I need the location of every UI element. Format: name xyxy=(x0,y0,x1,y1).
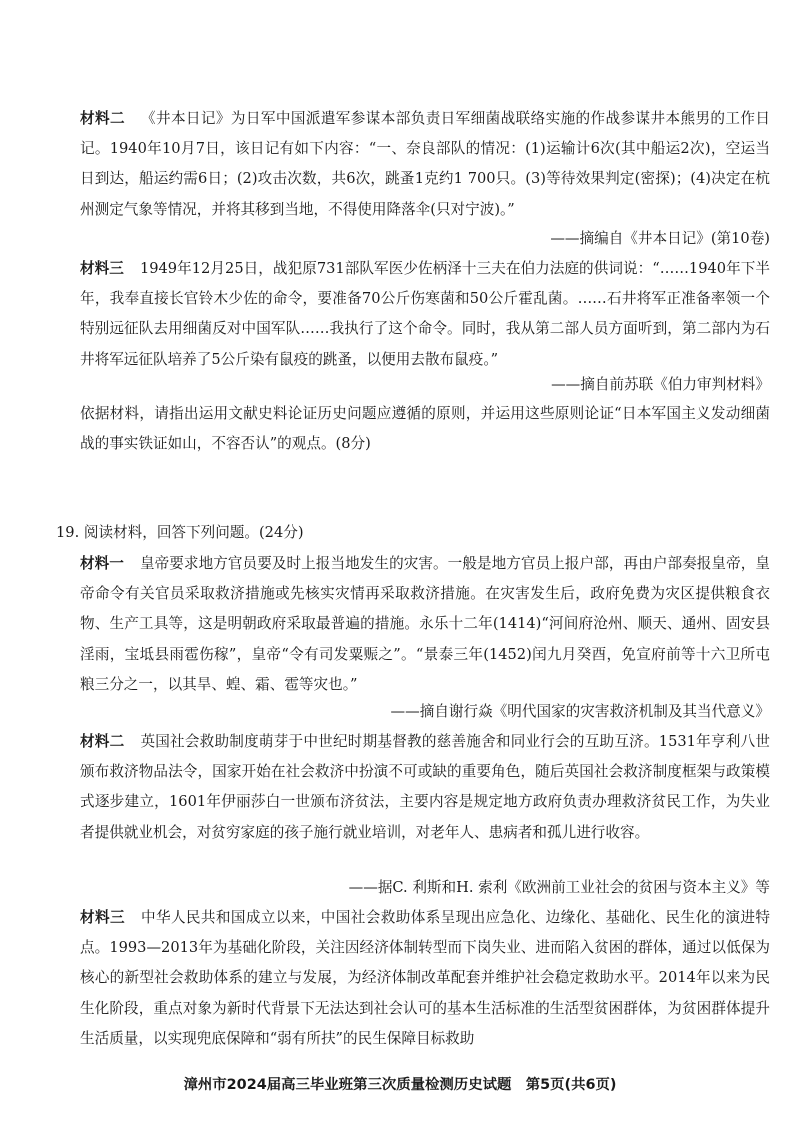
material-3-bottom xyxy=(80,903,770,1054)
material-label: 材料三 xyxy=(80,260,124,277)
material-text: 英国社会救助制度萌芽于中世纪时期基督教的慈善施舍和同业行会的互助互济。1531年亨利八世颁布救济物品法令，国家开始在社会救济中扮演不可或缺的重要角色，随后英国社会救济制度框架与政策模式逐步建立，1601年伊丽莎白一世颁布济贫法，主要内容是规定地方政府负责办理救济贫民工作，为失业者提供就业机会，对贫穷家庭的孩子施行就业培训，对老年人、患病者和孤儿进行收容。 xyxy=(80,733,770,841)
material-source: ——摘自前苏联《伯力审判材料》 xyxy=(551,376,770,393)
material-1 xyxy=(80,549,770,700)
material-source: ——摘自谢行焱《明代国家的灾害救济机制及其当代意义》 xyxy=(390,703,770,720)
material-label: 材料三 xyxy=(80,909,125,926)
material-2-top xyxy=(80,104,770,225)
material-source: ——摘编自《井本日记》(第10卷) xyxy=(550,230,770,247)
question-title: 阅读材料，回答下列问题。(24分) xyxy=(83,524,304,541)
page-footer: 漳州市2024届高三毕业班第三次质量检测历史试题 第5页(共6页) xyxy=(183,1077,617,1093)
material-label: 材料二 xyxy=(80,733,125,750)
material-2-bottom xyxy=(80,727,770,848)
material-text: 中华人民共和国成立以来，中国社会救助体系呈现出应急化、边缘化、基础化、民生化的演进特点。1993—2013年为基础化阶段，关注因经济体制转型而下岗失业、进而陷入贫困的群体，通过以低保为核心的新型社会救助体系的建立与发展，为经济体制改革配套并维护社会稳定救助水平。2014年以来为民生化阶段，重点对象为新时代背景下无法达到社会认可的基本生活标准的生活型贫困群体，为贫困群体提升生活质量，以实现兜底保障和“弱有所扶”的民生保障目标救助 xyxy=(80,909,770,1047)
question-18-prompt: 依据材料，请指出运用文献史料论证历史问题应遵循的原则，并运用这些原则论证“日本军国主义发动细菌战的事实铁证如山，不容否认”的观点。(8分) xyxy=(80,405,770,453)
material-text: 《井本日记》为日军中国派遣军参谋本部负责日军细菌战联络实施的作战参谋井本熊男的工作日记。1940年10月7日，该日记有如下内容：“一、奈良部队的情况：(1)运输计6次(其中船运2次)，空运当日到达，船运约需6日；(2)攻击次数，共6次，跳蚤1克约1 700只。(3)等待效果判定(密探)；(4)决定在杭州测定气象等情况，并将其移到当地，不得使用降落伞(只对宁波)。” xyxy=(80,110,770,218)
material-label: 材料一 xyxy=(80,555,124,572)
question-19-heading xyxy=(56,518,304,548)
material-3-top xyxy=(80,254,770,375)
material-label: 材料二 xyxy=(80,110,125,127)
material-text: 皇帝要求地方官员要及时上报当地发生的灾害。一般是地方官员上报户部，再由户部奏报皇帝，皇帝命令有关官员采取救济措施或先核实灾情再采取救济措施。在灾害发生后，政府免费为灾区提供粮食衣物、生产工具等，这是明朝政府采取最普遍的措施。永乐十二年(1414)“河间府沧州、顺天、通州、固安县淫雨，宝坻县雨雹伤稼”，皇帝“令有司发粟赈之”。“景泰三年(1452)闰九月癸酉，免宣府前等十六卫所屯粮三分之一，以其旱、蝗、霜、雹等灾也。” xyxy=(80,555,770,693)
material-text: 1949年12月25日，战犯原731部队军医少佐柄泽十三夫在伯力法庭的供词说：“……1940年下半年，我奉直接长官铃木少佐的命令，要准备70公斤伤寒菌和50公斤霍乱菌。……石井将军正准备率领一个特别远征队去用细菌反对中国军队……我执行了这个命令。同时，我从第二部人员方面听到，第二部内为石井将军远征队培养了5公斤染有鼠疫的跳蚤，以便用去散布鼠疫。” xyxy=(80,260,770,368)
material-source: ——据C. 利斯和H. 索利《欧洲前工业社会的贫困与资本主义》等 xyxy=(348,879,770,896)
question-number: 19. xyxy=(56,524,80,541)
